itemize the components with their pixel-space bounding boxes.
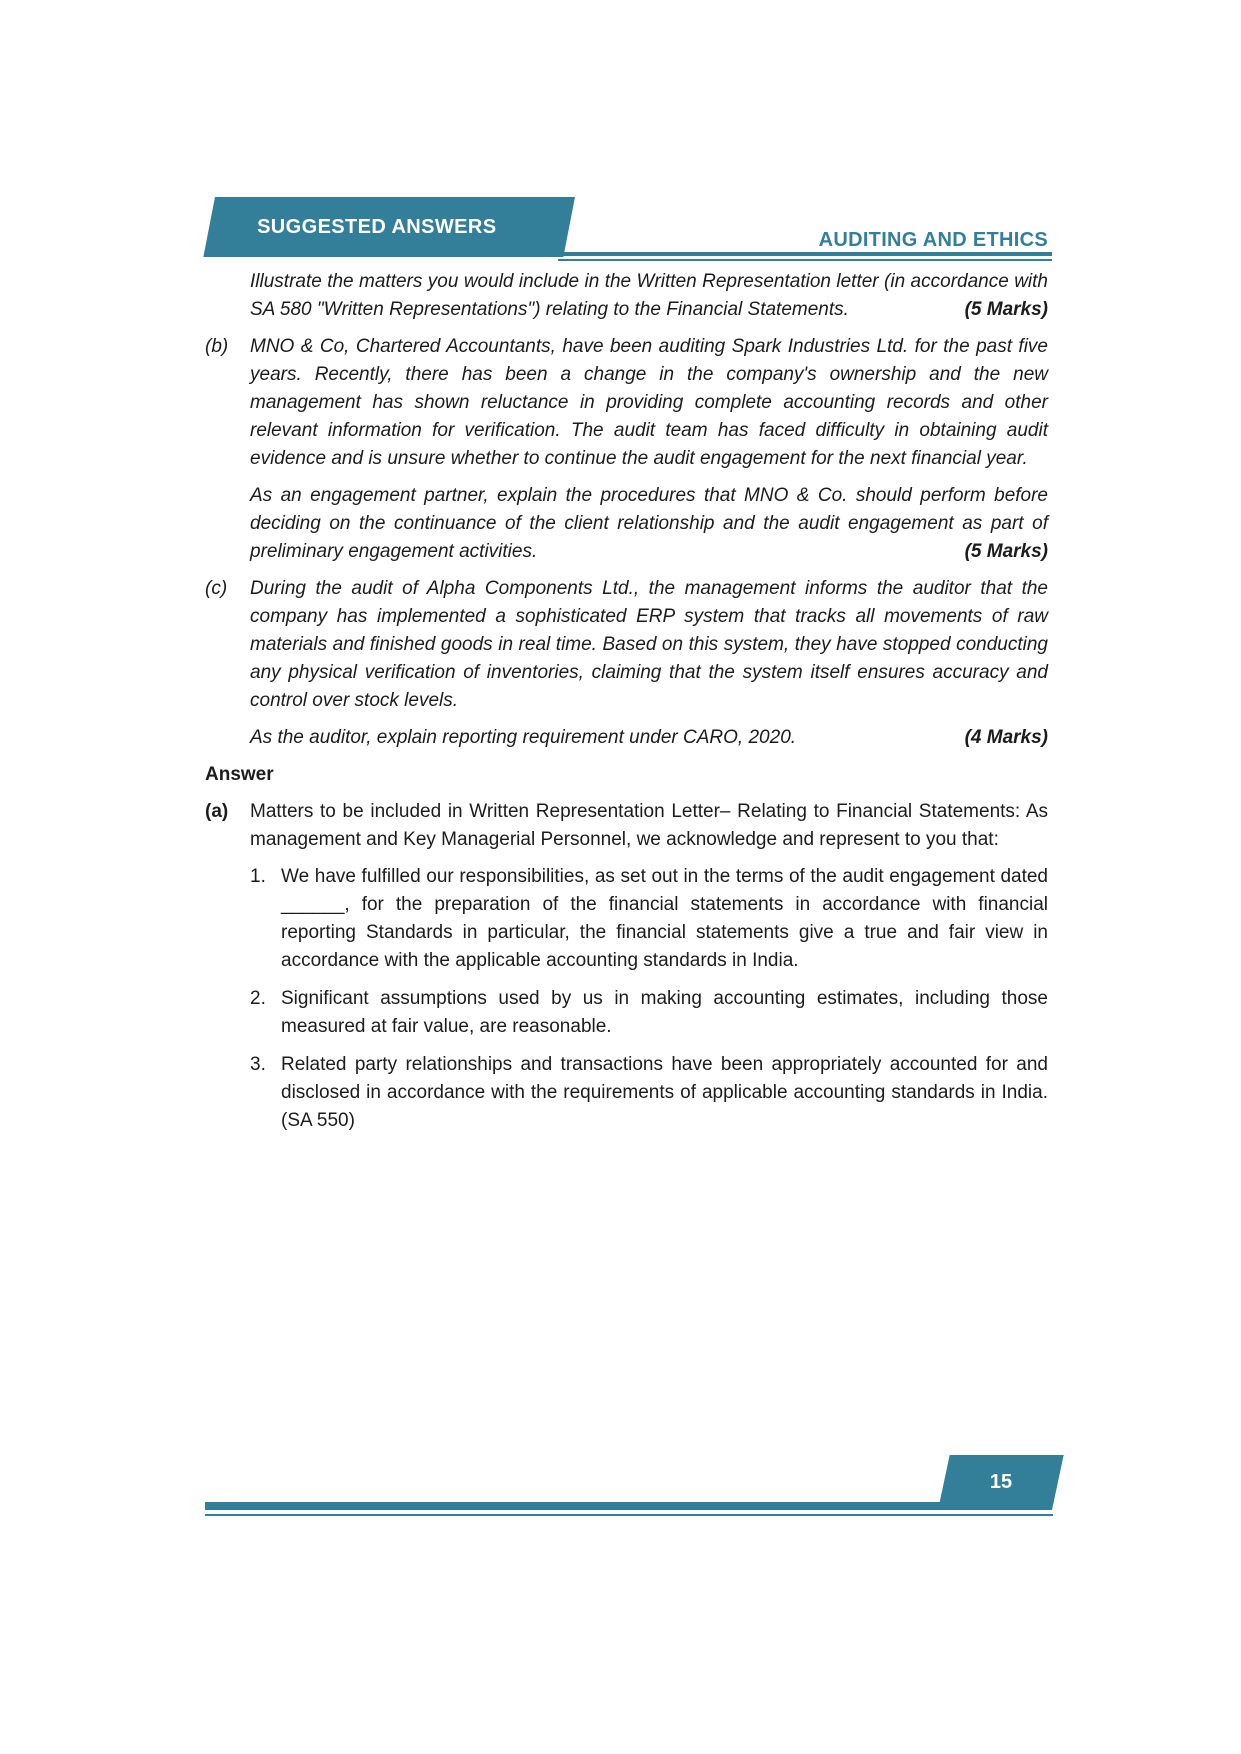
footer-bar [205, 1502, 1052, 1510]
question-text: MNO & Co, Chartered Accountants, have been auditing Spark Industries Ltd. for the past five years. Recently, there has been a change in the company's ownership and the new management has shown reluctance in providing complete accounting records and other relevant information for verification. The audit team has faced difficulty in obtaining audit evidence and is unsure whether to continue the audit engagement for the next financial year. [250, 336, 1048, 469]
list-item-number: 3. [250, 1054, 266, 1075]
list-item-text: We have fulfilled our responsibilities, as set out in the terms of the audit engagement dated ______, for the preparation of the financial statements in accordance with financial reporting Standards in particular, the financial statements give a true and fair view in accordance with the applicable accounting standards in India. [281, 866, 1048, 971]
list-item-number: 2. [250, 988, 266, 1009]
list-item-number: 1. [250, 866, 266, 887]
page-number-box [938, 1455, 1064, 1510]
header-rule-thin [558, 259, 1052, 261]
question-label-b: (b) [205, 336, 229, 357]
question-paragraph-b2 [205, 482, 1048, 566]
list-item [250, 985, 1048, 1041]
question-paragraph-c2 [205, 724, 1048, 752]
list-item [250, 863, 1048, 975]
header-rule-thick [558, 252, 1052, 256]
marks-label: (5 Marks) [964, 541, 1048, 562]
marks-label: (5 Marks) [964, 299, 1048, 320]
question-text: As the auditor, explain reporting requirement under CARO, 2020. [250, 727, 797, 748]
question-text: During the audit of Alpha Components Ltd., the management informs the auditor that the company has implemented a sophisticated ERP system that tracks all movements of raw materials and finished goods in real time. Based on this system, they have stopped conducting any physical verification of inventories, claiming that the system itself ensures accuracy and control over stock levels. [250, 578, 1048, 711]
header-banner [203, 197, 575, 257]
list-item-text: Related party relationships and transactions have been appropriately accounted for and disclosed in accordance with the requirements of applicable accounting standards in India. (SA 550) [281, 1054, 1048, 1131]
header-subject-title: AUDITING AND ETHICS [818, 229, 1048, 251]
marks-label: (4 Marks) [964, 727, 1048, 748]
list-item [250, 1051, 1048, 1135]
footer-rule [205, 1514, 1053, 1516]
list-item-text: Significant assumptions used by us in making accounting estimates, including those measured at fair value, are reasonable. [281, 988, 1048, 1037]
answer-paragraph-a [205, 798, 1048, 854]
question-paragraph-b [205, 333, 1048, 473]
question-text: Illustrate the matters you would include in the Written Representation letter (in accordance with SA 580 "Written Representations") relating to the Financial Statements. [250, 271, 1048, 320]
question-paragraph-a [205, 268, 1048, 324]
question-paragraph-c [205, 575, 1048, 715]
answer-heading: Answer [205, 764, 274, 785]
page-number: 15 [989, 1471, 1012, 1493]
question-label-c: (c) [205, 578, 228, 599]
answer-text: Matters to be included in Written Representation Letter– Relating to Financial Statements: As management and Key Managerial Personnel, we acknowledge and represent to you that: [250, 801, 1048, 850]
page-content [205, 268, 1048, 1145]
header-banner-title: SUGGESTED ANSWERS [257, 215, 497, 238]
answer-label-a: (a) [205, 801, 229, 822]
question-text: As an engagement partner, explain the procedures that MNO & Co. should perform before deciding on the continuance of the client relationship and the audit engagement as part of preliminary engagement activities. [250, 485, 1048, 562]
